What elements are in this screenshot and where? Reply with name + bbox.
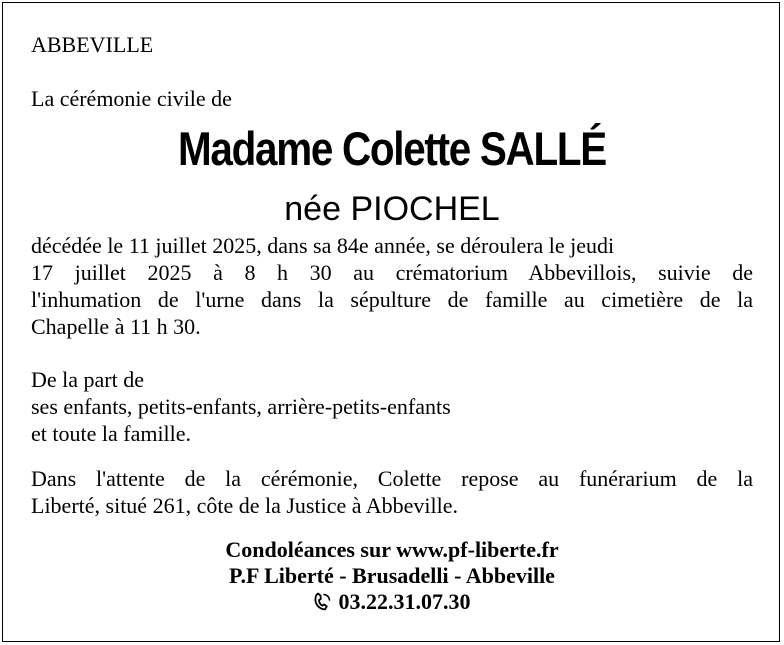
deceased-name: Madame Colette SALLÉ [178, 122, 606, 175]
repose-line: Dans l'attente de la cérémonie, Colette repose au funérarium de la [31, 466, 753, 491]
family-paragraph [31, 366, 753, 447]
phone-line [0, 589, 784, 615]
family-line: De la part de [31, 367, 144, 392]
ceremony-line: décédée le 11 juillet 2025, dans sa 84e année, se déroulera le jeudi [31, 233, 615, 258]
city-heading: ABBEVILLE [31, 32, 154, 57]
ceremony-line: 17 juillet 2025 à 8 h 30 au crématorium Abbevillois, suivie de [31, 260, 753, 285]
family-line: ses enfants, petits-enfants, arrière-petits-enfants [31, 394, 451, 419]
ceremony-line: Chapelle à 11 h 30. [31, 314, 201, 339]
family-line: et toute la famille. [31, 421, 192, 446]
funeral-home-line: P.F Liberté - Brusadelli - Abbeville [229, 563, 555, 588]
phone-icon [314, 589, 331, 615]
ceremony-line: l'inhumation de l'urne dans la sépulture de famille au cimetière de la [31, 287, 753, 312]
repose-paragraph [31, 465, 753, 519]
maiden-name: née PIOCHEL [284, 190, 500, 228]
condolences-line: Condoléances sur www.pf-liberte.fr [225, 537, 559, 562]
phone-number: 03.22.31.07.30 [338, 589, 471, 614]
ceremony-intro: La cérémonie civile de [31, 86, 232, 111]
ceremony-paragraph [31, 232, 753, 340]
repose-line: Liberté, situé 261, côte de la Justice à Abbeville. [31, 493, 459, 518]
